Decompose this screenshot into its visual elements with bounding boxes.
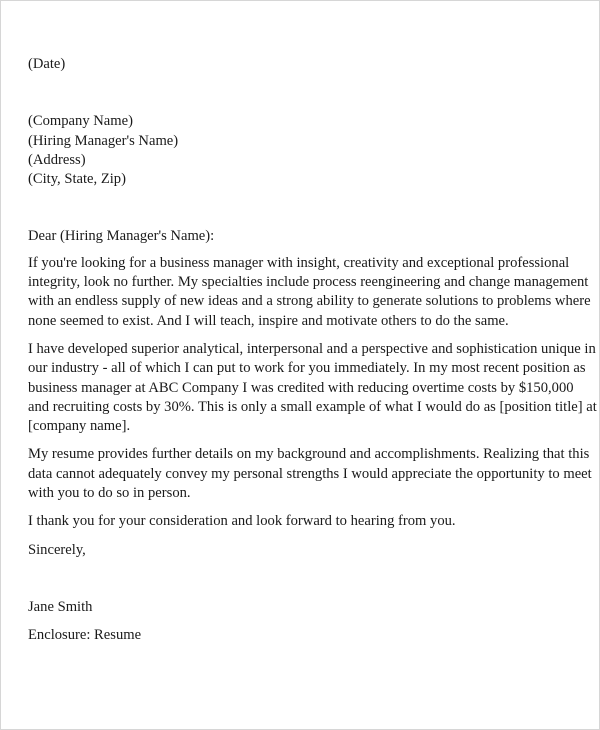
paragraph-line: business manager at ABC Company I was credited with reducing overtime costs by $150,000 (28, 379, 574, 396)
paragraph-line: none seemed to exist. And I will teach, inspire and motivate others to do the same. (28, 312, 509, 329)
closing: Sincerely, (28, 541, 86, 558)
paragraph-line: integrity, look no further. My specialties include process reengineering and change management (28, 274, 589, 291)
signature-name: Jane Smith (28, 598, 93, 615)
paragraph-line: I thank you for your consideration and look forward to hearing from you. (28, 513, 456, 530)
recipient-address-line: (Address) (28, 151, 86, 168)
body-paragraph-2 (28, 340, 597, 436)
body-paragraph-4 (28, 512, 576, 531)
enclosure-note: Enclosure: Resume (28, 627, 142, 644)
recipient-city-state-zip: (City, State, Zip) (28, 171, 126, 188)
paragraph-line: [company name]. (28, 418, 131, 435)
salutation: Dear (Hiring Manager's Name): (28, 228, 215, 245)
recipient-hiring-manager: (Hiring Manager's Name) (28, 132, 179, 149)
paragraph-line: with you to do so in person. (28, 485, 191, 502)
paragraph-line: our industry - all of which I can put to work for you immediately. In my most recent position as (28, 360, 586, 377)
date-line: (Date) (28, 56, 66, 72)
paragraph-line: data cannot adequately convey my personal strengths I would appreciate the opportunity to meet (28, 465, 592, 482)
cover-letter (28, 55, 597, 646)
recipient-company: (Company Name) (28, 113, 133, 130)
body-paragraph-3 (28, 445, 592, 503)
paragraph-line: My resume provides further details on my background and accomplishments. Realizing that this (28, 446, 590, 463)
paragraph-line: I have developed superior analytical, interpersonal and a perspective and sophistication unique in (28, 340, 596, 357)
paragraph-line: and recruiting costs by 30%. This is only a small example of what I would do as [position title] at (28, 398, 597, 415)
recipient-address (28, 112, 576, 189)
body-paragraph-1 (28, 254, 591, 331)
paragraph-line: with an endless supply of new ideas and a strong ability to generate solutions to problems where (28, 293, 591, 310)
paragraph-line: If you're looking for a business manager with insight, creativity and exceptional professional (28, 254, 570, 271)
